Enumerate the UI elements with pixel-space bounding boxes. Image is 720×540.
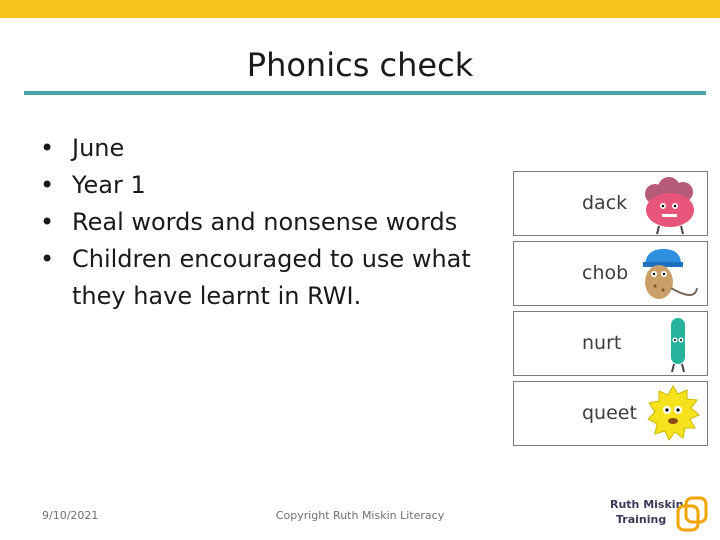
- bullet-item: • Real words and nonsense words: [40, 204, 520, 241]
- word-card-text: nurt: [582, 332, 622, 354]
- word-card: [513, 171, 708, 236]
- slide-title: Phonics check: [246, 46, 474, 84]
- footer-copyright: Copyright Ruth Miskin Literacy: [275, 509, 445, 522]
- bullet-item: • Children encouraged to use what they have learnt in RWI.: [40, 241, 520, 315]
- yellow-monster-icon: [645, 384, 701, 446]
- word-card: [513, 311, 708, 376]
- green-monster-icon: [661, 314, 701, 376]
- ruth-miskin-logo: [610, 494, 710, 534]
- word-cards: [513, 171, 710, 451]
- logo-line2: Training: [616, 513, 667, 526]
- word-card: [513, 241, 708, 306]
- top-accent-bar: [0, 0, 720, 18]
- footer-date: 9/10/2021: [42, 509, 99, 522]
- bullet-list: [40, 130, 520, 315]
- bullet-item: • Year 1: [40, 167, 520, 204]
- word-card-text: queet: [582, 402, 637, 424]
- title-underline: [24, 91, 706, 95]
- capped-monster-icon: [637, 244, 701, 306]
- bullet-item: • June: [40, 130, 520, 167]
- word-card-text: dack: [582, 192, 628, 214]
- logo-line1: Ruth Miskin: [610, 498, 684, 511]
- logo-mark-icon: [674, 494, 710, 534]
- word-card: [513, 381, 708, 446]
- pink-monster-icon: [641, 174, 701, 236]
- word-card-text: chob: [582, 262, 629, 284]
